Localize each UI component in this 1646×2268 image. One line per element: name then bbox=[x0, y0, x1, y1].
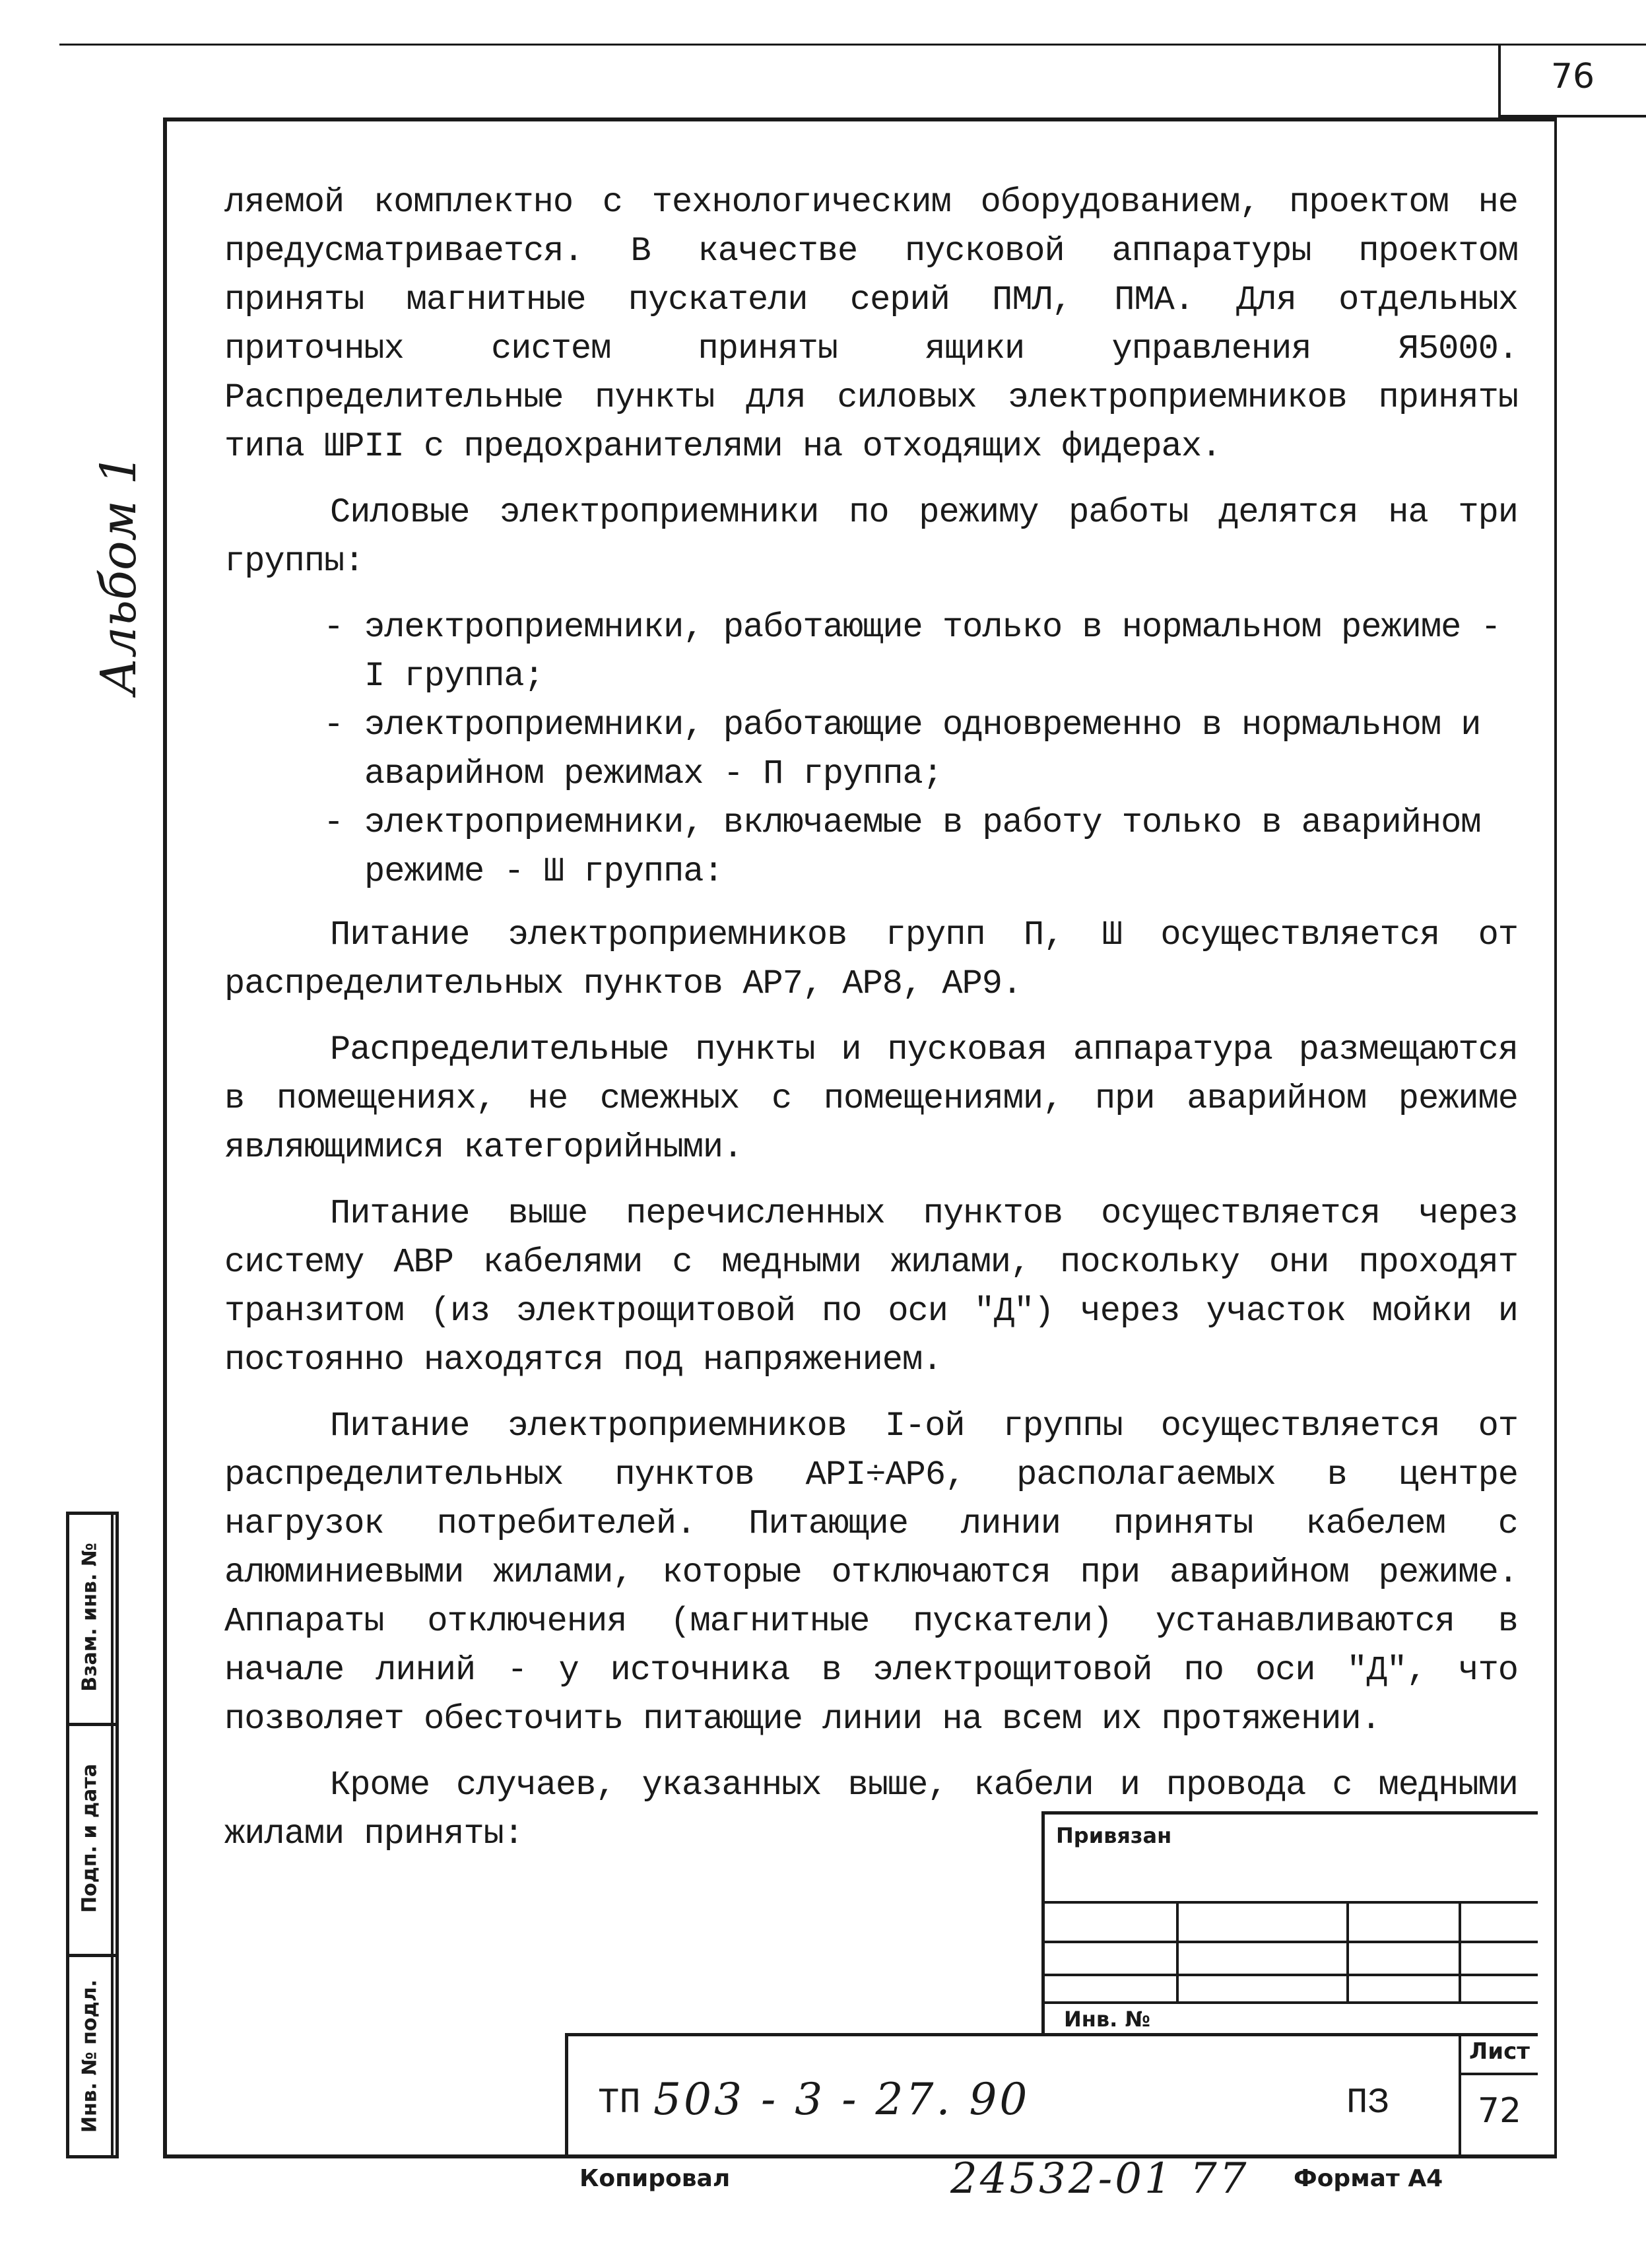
paragraph-1: ляемой комплектно с технологическим оборудованием, проектом не предусматривается. В качестве пусковой аппаратуры проектом приняты магнитные пускатели серий ПМЛ, ПМА. Для отдельных приточных систем приняты ящики управления Я5000. Распределительные пункты для силовых электроприемников приняты типа ШРII с предохранителями на отходящих фидерах. bbox=[224, 183, 1518, 466]
list-item bbox=[224, 701, 1518, 799]
list-item-text: электроприемники, включаемые в работу только в аварийном режиме - Ш группа: bbox=[364, 803, 1481, 891]
footer-order-number: 24532-01 77 bbox=[950, 2154, 1249, 2203]
sheet-label: Лист bbox=[1469, 2038, 1530, 2065]
left-strip-divider bbox=[66, 1954, 119, 1957]
document-body bbox=[224, 178, 1518, 1876]
list-dash: - bbox=[323, 706, 344, 745]
paragraph-4: Распределительные пункты и пусковая аппаратура размещаются в помещениях, не смежных с помещениями, при аварийном режиме являющимися категорийными. bbox=[224, 1030, 1518, 1167]
margin-note-album: Альбом 1 bbox=[90, 453, 147, 695]
title-block-left-line bbox=[565, 2033, 568, 2158]
left-strip-divider bbox=[66, 1723, 119, 1726]
stamp-label-privyazan: Привязан bbox=[1056, 1823, 1172, 1848]
list-item bbox=[224, 603, 1518, 701]
footer-copied: Копировал bbox=[579, 2165, 731, 2192]
footer-format: Формат А4 bbox=[1294, 2165, 1443, 2192]
list-item-text: электроприемники, работающие только в нормальном режиме - I группа; bbox=[364, 608, 1501, 696]
page-number: 76 bbox=[1550, 57, 1595, 96]
stamp-col-line bbox=[1346, 1901, 1349, 2001]
stamp-col-line bbox=[1459, 1901, 1461, 2001]
list-dash: - bbox=[323, 803, 344, 842]
paragraph-5: Питание выше перечисленных пунктов осуществляется через систему АВР кабелями с медными жилами, поскольку они проходят транзитом (из электрощитовой по оси "Д") через участок мойки и постоянно находятся под напряжением. bbox=[224, 1194, 1518, 1380]
top-rule bbox=[59, 44, 1646, 46]
paragraph-7: Кроме случаев, указанных выше, кабели и провода с медными жилами приняты: bbox=[224, 1766, 1518, 1853]
paragraph-2: Силовые электроприемники по режиму работы делятся на три группы: bbox=[224, 493, 1518, 581]
sheet-number: 72 bbox=[1477, 2091, 1522, 2131]
list-item-text: электроприемники, работающие одновременно в нормальном и аварийном режимах - П группа; bbox=[364, 706, 1481, 793]
stamp-label-inv-no: Инв. № bbox=[1064, 2007, 1150, 2032]
stamp-row-line bbox=[1041, 1974, 1538, 1976]
doc-type: ПЗ bbox=[1346, 2083, 1389, 2123]
stamp-col-line bbox=[1176, 1901, 1179, 2001]
label-inv-podl: Инв. № подл. bbox=[78, 1979, 102, 2133]
sheet-label-line bbox=[1459, 2073, 1538, 2075]
paragraph-3: Питание электроприемников групп П, Ш осуществляется от распределительных пунктов АР7, АР8, АР9. bbox=[224, 916, 1518, 1003]
label-podp-data: Подп. и дата bbox=[78, 1763, 102, 1914]
list-dash: - bbox=[323, 608, 344, 647]
group-list bbox=[224, 603, 1518, 896]
stamp-row-line bbox=[1041, 1941, 1538, 1943]
list-item bbox=[224, 799, 1518, 896]
doc-prefix: ТП bbox=[598, 2083, 641, 2123]
title-block-top-line bbox=[565, 2033, 1538, 2036]
label-vzam-inv: Взам. инв. № bbox=[78, 1543, 102, 1692]
left-strip-inner-line bbox=[111, 1512, 114, 2158]
stamp-row-line bbox=[1041, 2001, 1538, 2004]
doc-number: 503 - 3 - 27. 90 bbox=[653, 2074, 1030, 2125]
stamp-row-line bbox=[1041, 1901, 1538, 1904]
paragraph-6: Питание электроприемников I-ой группы осуществляется от распределительных пунктов АРI÷АР6, располагаемых в центре нагрузок потребителей. Питающие линии приняты кабелем с алюминиевыми жилами, которые отключаются при аварийном режиме. Аппараты отключения (магнитные пускатели) устанавливаются в начале линий - у источника в электрощитовой по оси "Д", что позволяет обесточить питающие линии на всем их протяжении. bbox=[224, 1407, 1518, 1739]
